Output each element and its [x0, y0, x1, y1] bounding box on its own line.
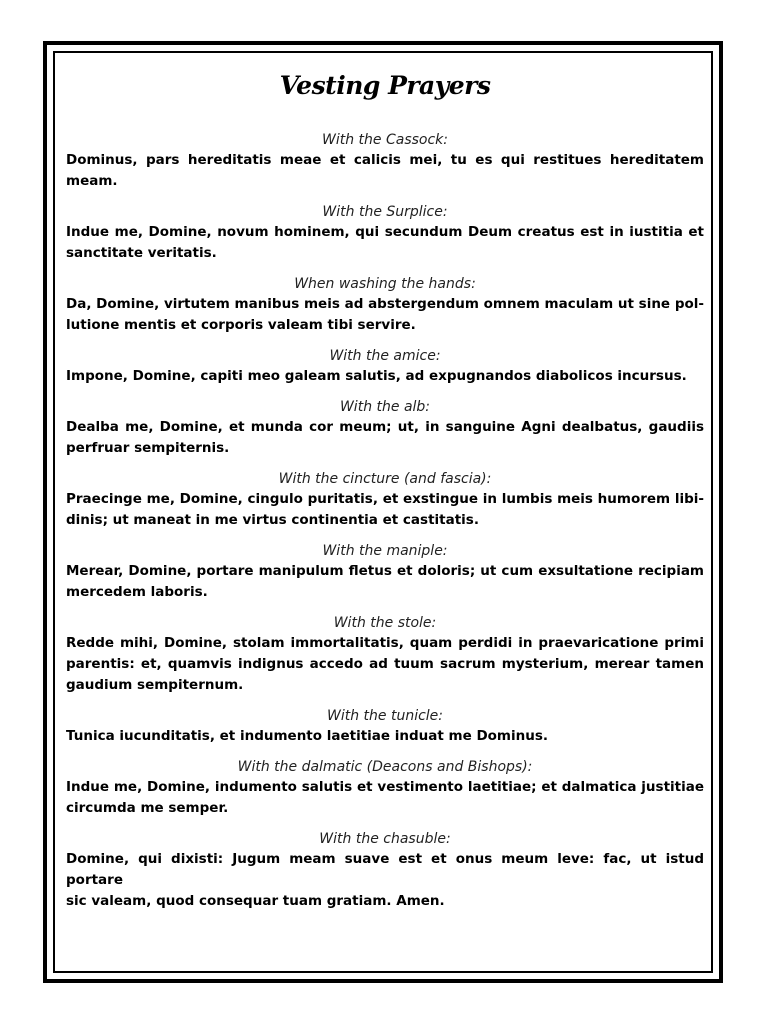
prayer-heading: With the cincture (and fascia):	[278, 471, 492, 487]
prayer-text	[66, 726, 704, 747]
prayer-line: Indue me, Domine, novum hominem, qui secundum Deum creatus est in iustitia et	[66, 224, 704, 240]
prayer-section	[66, 706, 704, 747]
prayer-heading: With the Surplice:	[322, 204, 448, 220]
prayer-text	[66, 561, 704, 603]
prayer-section	[66, 130, 704, 192]
prayer-text	[66, 222, 704, 264]
prayer-line: parentis: et, quamvis indignus accedo ad tuum sacrum mysterium, merear tamen	[66, 656, 704, 672]
prayer-text	[66, 366, 704, 387]
prayer-heading: With the alb:	[339, 399, 431, 415]
prayer-text	[66, 294, 704, 336]
prayer-line: circumda me semper.	[66, 800, 229, 816]
prayer-section	[66, 202, 704, 264]
prayer-line: Da, Domine, virtutem manibus meis ad abstergendum omnem maculam ut sine pol-	[66, 296, 704, 312]
prayer-text	[66, 633, 704, 696]
prayer-text	[66, 417, 704, 459]
prayer-line: Tunica iucunditatis, et indumento laetitiae induat me Dominus.	[66, 728, 549, 744]
prayer-heading: With the stole:	[333, 615, 437, 631]
prayer-section	[66, 541, 704, 603]
prayer-text	[66, 777, 704, 819]
prayer-line: Merear, Domine, portare manipulum fletus et doloris; ut cum exsultatione recipiam	[66, 563, 704, 579]
prayer-line: Dominus, pars hereditatis meae et calicis mei, tu es qui restitues hereditatem	[66, 152, 704, 168]
prayer-heading: When washing the hands:	[294, 276, 476, 292]
prayer-text	[66, 849, 704, 912]
prayer-line: Redde mihi, Domine, stolam immortalitatis, quam perdidi in praevaricatione primi	[66, 635, 704, 651]
prayer-line: Impone, Domine, capiti meo galeam salutis, ad expugnandos diabolicos incursus.	[66, 368, 687, 384]
prayer-section	[66, 346, 704, 387]
page-title: Vesting Prayers	[279, 71, 491, 100]
prayer-line: sic valeam, quod consequar tuam gratiam. Amen.	[66, 893, 445, 909]
prayer-heading: With the maniple:	[322, 543, 448, 559]
prayer-line: perfruar sempiternis.	[66, 440, 230, 456]
prayer-heading: With the chasuble:	[319, 831, 451, 847]
prayer-line: meam.	[66, 173, 118, 189]
prayer-section	[66, 613, 704, 696]
prayer-section	[66, 397, 704, 459]
prayer-line: dinis; ut maneat in me virtus continentia et castitatis.	[66, 512, 479, 528]
prayer-line: mercedem laboris.	[66, 584, 208, 600]
prayer-line: Praecinge me, Domine, cingulo puritatis, et exstingue in lumbis meis humorem libi-	[66, 491, 704, 507]
prayer-text	[66, 150, 704, 192]
prayer-section	[66, 469, 704, 531]
prayer-line: Dealba me, Domine, et munda cor meum; ut, in sanguine Agni dealbatus, gaudiis	[66, 419, 704, 435]
page-content	[66, 66, 704, 922]
prayer-list	[66, 130, 704, 912]
prayer-line: Domine, qui dixisti: Jugum meam suave est et onus meum leve: fac, ut istud portare	[66, 851, 704, 888]
prayer-heading: With the dalmatic (Deacons and Bishops):	[237, 759, 533, 775]
prayer-line: lutione mentis et corporis valeam tibi servire.	[66, 317, 416, 333]
prayer-heading: With the tunicle:	[326, 708, 443, 724]
prayer-heading: With the amice:	[329, 348, 441, 364]
prayer-line: sanctitate veritatis.	[66, 245, 217, 261]
prayer-line: gaudium sempiternum.	[66, 677, 244, 693]
prayer-section	[66, 757, 704, 819]
prayer-section	[66, 274, 704, 336]
prayer-text	[66, 489, 704, 531]
prayer-section	[66, 829, 704, 912]
prayer-line: Indue me, Domine, indumento salutis et vestimento laetitiae; et dalmatica justitiae	[66, 779, 704, 795]
prayer-heading: With the Cassock:	[322, 132, 448, 148]
